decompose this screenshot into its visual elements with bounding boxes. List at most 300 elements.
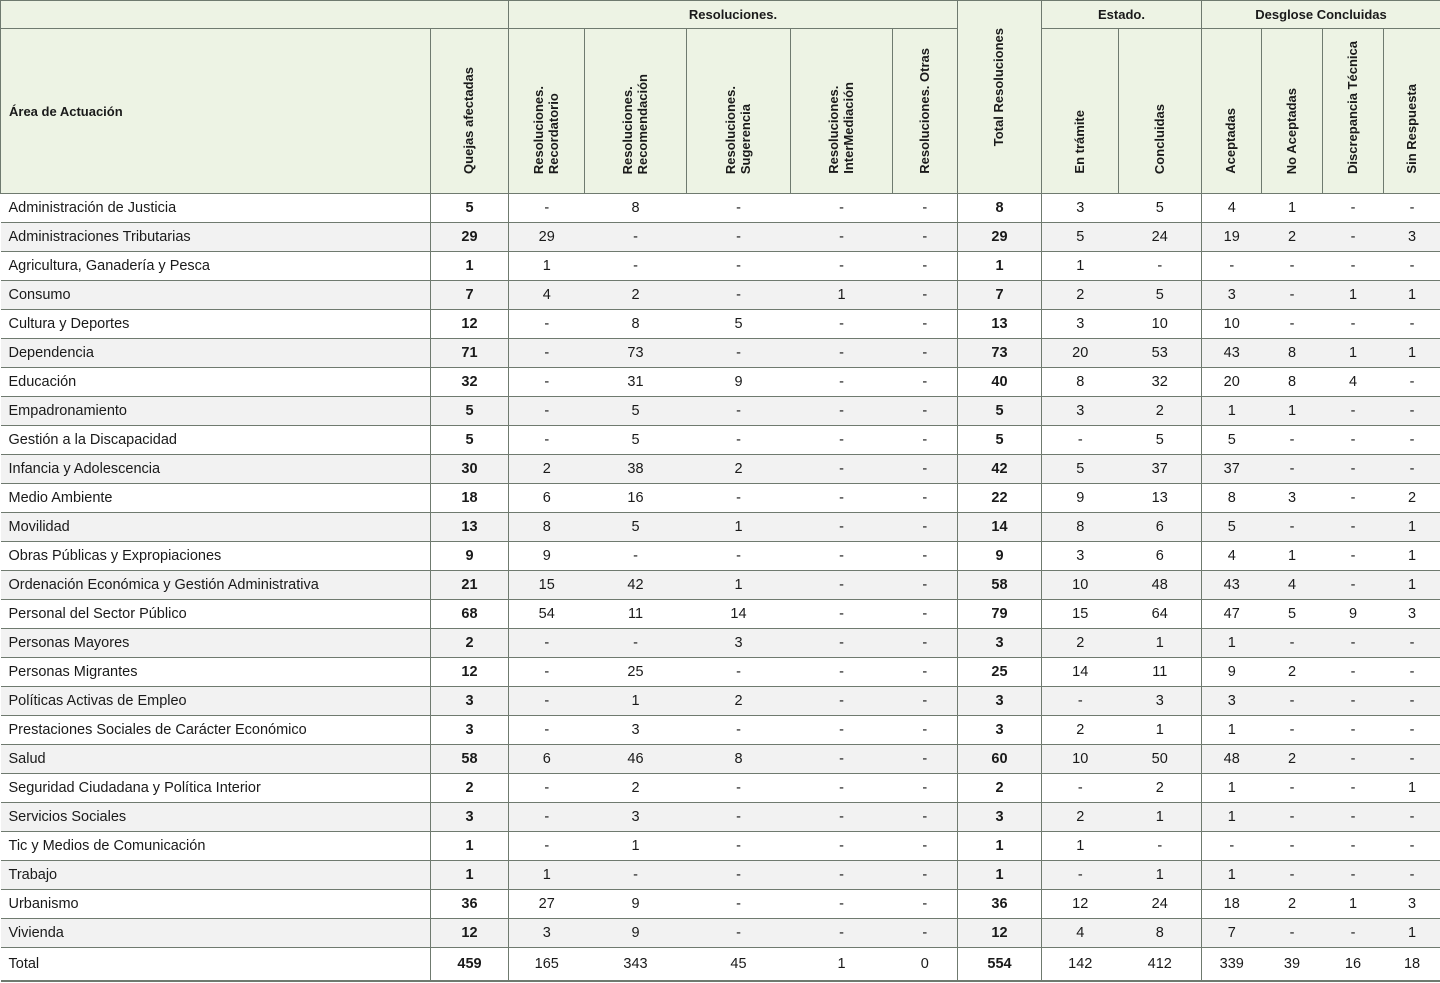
row-value-cell: 13 [958,310,1042,339]
row-value-cell: 5 [431,426,509,455]
row-value-cell: 29 [431,223,509,252]
row-value-cell: - [1262,513,1323,542]
row-value-cell: - [893,542,958,571]
row-value-cell: 40 [958,368,1042,397]
row-value-cell: - [1384,368,1440,397]
col-header-discrepancia: Discrepancia Técnica [1323,29,1384,194]
row-value-cell: - [1323,716,1384,745]
row-area-cell: Gestión a la Discapacidad [1,426,431,455]
row-value-cell: 2 [958,774,1042,803]
row-value-cell: 14 [958,513,1042,542]
row-value-cell: 9 [585,919,687,948]
row-value-cell: - [1262,252,1323,281]
row-value-cell: 3 [1202,281,1262,310]
header-blank [1,1,509,29]
row-value-cell: 12 [1042,890,1119,919]
row-value-cell: 412 [1119,948,1202,982]
row-value-cell: - [1262,803,1323,832]
row-value-cell: 5 [585,513,687,542]
row-value-cell: 1 [431,832,509,861]
row-value-cell: 1 [1119,716,1202,745]
row-value-cell: - [1262,281,1323,310]
row-value-cell: 1 [1262,397,1323,426]
row-value-cell: - [687,223,791,252]
row-value-cell: - [893,745,958,774]
row-area-cell: Administraciones Tributarias [1,223,431,252]
row-area-cell: Consumo [1,281,431,310]
row-value-cell: 1 [1202,774,1262,803]
row-value-cell: 3 [958,716,1042,745]
row-value-cell: - [893,687,958,716]
row-value-cell: - [1323,484,1384,513]
row-value-cell: - [509,310,585,339]
row-value-cell: 6 [1119,513,1202,542]
table-row [1,426,1440,455]
row-value-cell: - [1262,455,1323,484]
row-value-cell: 19 [1202,223,1262,252]
row-value-cell: - [1323,774,1384,803]
row-value-cell: 1 [431,861,509,890]
row-value-cell: 15 [509,571,585,600]
table-row [1,600,1440,629]
row-value-cell: 459 [431,948,509,982]
row-value-cell: - [1262,687,1323,716]
row-value-cell: 3 [1262,484,1323,513]
row-value-cell: 554 [958,948,1042,982]
row-value-cell: - [585,542,687,571]
table-row [1,716,1440,745]
row-value-cell: - [791,774,893,803]
row-value-cell: 1 [1262,194,1323,223]
row-value-cell: - [1384,310,1440,339]
row-value-cell: - [1323,397,1384,426]
row-value-cell: 48 [1202,745,1262,774]
row-value-cell: - [791,310,893,339]
row-value-cell: 3 [431,716,509,745]
row-value-cell: 12 [431,310,509,339]
row-value-cell: - [791,861,893,890]
row-value-cell: 2 [1042,629,1119,658]
row-value-cell: 24 [1119,223,1202,252]
row-value-cell: 3 [585,803,687,832]
row-value-cell: 3 [585,716,687,745]
row-value-cell: 3 [958,629,1042,658]
row-value-cell: 53 [1119,339,1202,368]
row-value-cell: - [791,484,893,513]
row-value-cell: - [1384,745,1440,774]
row-value-cell: 4 [1323,368,1384,397]
row-value-cell: 3 [1384,600,1440,629]
row-value-cell: 1 [1202,629,1262,658]
row-value-cell: - [893,803,958,832]
row-value-cell: 71 [431,339,509,368]
row-value-cell: - [687,861,791,890]
table-row [1,774,1440,803]
row-value-cell: - [585,629,687,658]
row-area-cell: Medio Ambiente [1,484,431,513]
row-value-cell: 2 [1262,223,1323,252]
row-value-cell: - [687,716,791,745]
row-area-cell: Personal del Sector Público [1,600,431,629]
row-value-cell: 3 [1042,542,1119,571]
group-header-desglose: Desglose Concluidas [1202,1,1440,29]
row-value-cell: - [1384,252,1440,281]
row-value-cell: 1 [1384,774,1440,803]
row-value-cell: 1 [509,861,585,890]
col-header-sin-respuesta: Sin Respuesta [1384,29,1440,194]
row-value-cell: 1 [1323,890,1384,919]
row-value-cell: 1 [1384,339,1440,368]
row-value-cell: 8 [687,745,791,774]
row-value-cell: - [509,774,585,803]
row-value-cell: - [893,281,958,310]
row-area-cell: Cultura y Deportes [1,310,431,339]
row-value-cell: - [1323,194,1384,223]
row-value-cell: - [509,832,585,861]
table-row [1,745,1440,774]
row-value-cell: 4 [1202,542,1262,571]
table-row [1,803,1440,832]
row-value-cell: - [509,658,585,687]
row-value-cell: 36 [958,890,1042,919]
row-value-cell: - [1323,803,1384,832]
row-value-cell: - [791,571,893,600]
row-value-cell: - [585,252,687,281]
row-value-cell: 12 [958,919,1042,948]
row-value-cell: - [893,426,958,455]
col-header-recomendacion: Resoluciones. Recomendación [585,29,687,194]
row-value-cell: 3 [431,803,509,832]
row-value-cell: 2 [585,774,687,803]
row-value-cell: 45 [687,948,791,982]
row-value-cell: 2 [687,687,791,716]
row-value-cell: 2 [1262,890,1323,919]
col-header-sugerencia: Resoluciones. Sugerencia [687,29,791,194]
row-value-cell: - [1323,861,1384,890]
table-row [1,484,1440,513]
row-value-cell: - [1323,252,1384,281]
row-value-cell: 5 [958,397,1042,426]
col-header-recordatorio: Resoluciones. Recordatorio [509,29,585,194]
row-value-cell: - [791,513,893,542]
row-value-cell: - [1323,310,1384,339]
col-header-area: Área de Actuación [1,29,431,194]
row-value-cell: - [687,484,791,513]
row-value-cell: - [893,571,958,600]
row-value-cell: 5 [585,397,687,426]
row-value-cell: 5 [687,310,791,339]
row-value-cell: 5 [431,397,509,426]
row-value-cell: 42 [585,571,687,600]
row-value-cell: 27 [509,890,585,919]
row-area-cell: Salud [1,745,431,774]
row-value-cell: 79 [958,600,1042,629]
row-value-cell: 8 [1202,484,1262,513]
row-value-cell: - [893,861,958,890]
row-value-cell: - [791,832,893,861]
row-value-cell: 7 [431,281,509,310]
row-value-cell: - [893,368,958,397]
row-value-cell: - [791,426,893,455]
row-area-cell: Trabajo [1,861,431,890]
row-value-cell: - [1323,832,1384,861]
row-area-cell: Ordenación Económica y Gestión Administrativa [1,571,431,600]
row-value-cell: 24 [1119,890,1202,919]
table-body [1,194,1440,982]
table-row [1,890,1440,919]
row-value-cell: 1 [1384,919,1440,948]
row-value-cell: - [585,861,687,890]
row-area-cell: Agricultura, Ganadería y Pesca [1,252,431,281]
row-value-cell: - [893,600,958,629]
row-value-cell: 10 [1119,310,1202,339]
row-value-cell: 18 [431,484,509,513]
table-row [1,194,1440,223]
row-value-cell: 1 [585,832,687,861]
table-row [1,832,1440,861]
row-value-cell: - [893,223,958,252]
row-value-cell: - [1262,310,1323,339]
row-value-cell: - [1202,252,1262,281]
row-value-cell: - [509,803,585,832]
row-value-cell: - [893,339,958,368]
row-value-cell: - [1262,774,1323,803]
row-value-cell: 43 [1202,571,1262,600]
row-value-cell: - [509,339,585,368]
row-value-cell: 5 [1202,426,1262,455]
row-value-cell: 2 [1042,716,1119,745]
row-value-cell: - [687,919,791,948]
row-value-cell: 5 [585,426,687,455]
row-value-cell: 64 [1119,600,1202,629]
row-value-cell: 1 [1384,281,1440,310]
row-value-cell: - [791,658,893,687]
row-value-cell: 13 [1119,484,1202,513]
row-value-cell: 5 [1119,426,1202,455]
row-value-cell: 9 [687,368,791,397]
table-row [1,223,1440,252]
row-value-cell: 3 [1042,194,1119,223]
row-value-cell: - [893,397,958,426]
row-value-cell: 339 [1202,948,1262,982]
table-row [1,687,1440,716]
row-value-cell: 9 [1042,484,1119,513]
row-value-cell: 6 [1119,542,1202,571]
row-value-cell: - [791,687,893,716]
row-value-cell: - [893,310,958,339]
row-area-cell: Movilidad [1,513,431,542]
col-header-en-tramite: En trámite [1042,29,1119,194]
row-value-cell: 21 [431,571,509,600]
table-row [1,513,1440,542]
row-value-cell: 2 [1262,658,1323,687]
row-value-cell: - [1323,745,1384,774]
row-value-cell: - [893,716,958,745]
row-value-cell: 0 [893,948,958,982]
row-value-cell: - [1323,426,1384,455]
row-value-cell: - [687,281,791,310]
row-area-cell: Administración de Justicia [1,194,431,223]
row-value-cell: 5 [431,194,509,223]
row-value-cell: 30 [431,455,509,484]
row-value-cell: 4 [1202,194,1262,223]
row-value-cell: - [1119,832,1202,861]
row-value-cell: 1 [687,513,791,542]
row-value-cell: 165 [509,948,585,982]
row-value-cell: - [893,890,958,919]
row-value-cell: 18 [1202,890,1262,919]
row-value-cell: 58 [958,571,1042,600]
row-value-cell: 12 [431,919,509,948]
table-row [1,629,1440,658]
row-value-cell: - [687,803,791,832]
row-value-cell: - [893,252,958,281]
row-value-cell: - [893,832,958,861]
row-value-cell: 20 [1042,339,1119,368]
row-value-cell: 7 [1202,919,1262,948]
row-value-cell: 29 [509,223,585,252]
group-header-estado: Estado. [1042,1,1202,29]
row-value-cell: 1 [1262,542,1323,571]
row-value-cell: - [893,919,958,948]
row-area-cell: Vivienda [1,919,431,948]
row-value-cell: 39 [1262,948,1323,982]
row-value-cell: - [893,484,958,513]
row-value-cell: - [687,658,791,687]
row-value-cell: - [509,687,585,716]
row-value-cell: - [687,194,791,223]
row-value-cell: 1 [1119,803,1202,832]
row-value-cell: 3 [1119,687,1202,716]
row-area-cell: Prestaciones Sociales de Carácter Económico [1,716,431,745]
row-value-cell: - [1262,426,1323,455]
row-value-cell: - [893,658,958,687]
row-value-cell: 1 [791,281,893,310]
row-value-cell: - [687,890,791,919]
table-row [1,339,1440,368]
row-value-cell: 1 [1384,542,1440,571]
row-value-cell: 73 [585,339,687,368]
row-value-cell: 10 [1042,571,1119,600]
table-row [1,571,1440,600]
row-value-cell: 9 [1323,600,1384,629]
row-value-cell: 16 [585,484,687,513]
group-header-resoluciones: Resoluciones. [509,1,958,29]
row-value-cell: - [893,774,958,803]
row-value-cell: - [687,339,791,368]
row-value-cell: 32 [1119,368,1202,397]
row-area-cell: Obras Públicas y Expropiaciones [1,542,431,571]
row-value-cell: 29 [958,223,1042,252]
row-value-cell: - [1042,426,1119,455]
row-value-cell: 2 [509,455,585,484]
row-value-cell: - [791,919,893,948]
row-value-cell: 54 [509,600,585,629]
row-value-cell: 1 [585,687,687,716]
row-value-cell: - [1384,397,1440,426]
row-area-cell: Servicios Sociales [1,803,431,832]
row-value-cell: 3 [958,803,1042,832]
row-value-cell: - [791,745,893,774]
row-value-cell: 13 [431,513,509,542]
row-value-cell: 8 [958,194,1042,223]
row-value-cell: 1 [1384,513,1440,542]
row-value-cell: 25 [958,658,1042,687]
row-value-cell: - [791,629,893,658]
row-value-cell: 5 [1119,281,1202,310]
row-value-cell: 5 [1262,600,1323,629]
row-value-cell: - [1262,716,1323,745]
row-value-cell: 16 [1323,948,1384,982]
row-area-cell: Empadronamiento [1,397,431,426]
row-value-cell: 3 [1202,687,1262,716]
col-header-concluidas: Concluidas [1119,29,1202,194]
row-value-cell: 6 [509,745,585,774]
row-value-cell: - [791,600,893,629]
row-value-cell: 1 [1042,832,1119,861]
row-value-cell: - [509,397,585,426]
row-value-cell: - [509,716,585,745]
row-value-cell: - [1384,658,1440,687]
row-value-cell: - [1384,194,1440,223]
col-header-intermediacion: Resoluciones. InterMediación [791,29,893,194]
row-value-cell: 12 [431,658,509,687]
row-value-cell: 2 [1119,774,1202,803]
row-value-cell: 1 [1323,281,1384,310]
row-value-cell: 9 [431,542,509,571]
row-value-cell: - [791,397,893,426]
row-value-cell: 142 [1042,948,1119,982]
row-value-cell: - [893,629,958,658]
row-value-cell: 73 [958,339,1042,368]
row-value-cell: 46 [585,745,687,774]
row-value-cell: - [1042,687,1119,716]
row-value-cell: - [687,774,791,803]
row-value-cell: 5 [1042,455,1119,484]
row-value-cell: 7 [958,281,1042,310]
row-value-cell: 1 [791,948,893,982]
row-value-cell: 15 [1042,600,1119,629]
row-value-cell: - [893,194,958,223]
row-value-cell: 1 [958,832,1042,861]
table-row [1,397,1440,426]
row-area-cell: Dependencia [1,339,431,368]
row-value-cell: 10 [1202,310,1262,339]
row-value-cell: 5 [1119,194,1202,223]
row-value-cell: 3 [687,629,791,658]
row-value-cell: - [1323,629,1384,658]
row-value-cell: 8 [1042,513,1119,542]
row-value-cell: - [1323,571,1384,600]
row-value-cell: - [1119,252,1202,281]
row-value-cell: 1 [958,861,1042,890]
row-value-cell: 37 [1202,455,1262,484]
row-area-cell: Infancia y Adolescencia [1,455,431,484]
row-value-cell: 11 [1119,658,1202,687]
row-value-cell: 2 [431,629,509,658]
row-value-cell: - [1042,774,1119,803]
row-value-cell: 38 [585,455,687,484]
row-value-cell: 1 [687,571,791,600]
row-value-cell: 2 [585,281,687,310]
row-value-cell: 1 [1119,629,1202,658]
table-row [1,658,1440,687]
row-value-cell: - [791,455,893,484]
table-row [1,310,1440,339]
row-value-cell: 42 [958,455,1042,484]
row-value-cell: - [1262,832,1323,861]
row-value-cell: - [1202,832,1262,861]
